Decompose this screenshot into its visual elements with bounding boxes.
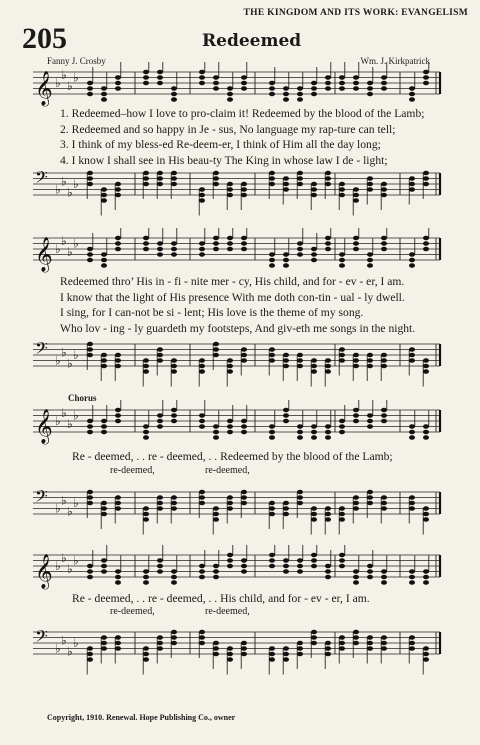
flat-icon: ♭ (67, 504, 73, 519)
bass-clef-icon: 𝄢 (35, 626, 48, 650)
bass-staff (0, 163, 480, 223)
flat-icon: ♭ (73, 177, 79, 191)
verse-line: I sing, for I can-not be si - lent; His love is the theme of my song. (60, 306, 364, 319)
flat-icon: ♭ (61, 493, 67, 508)
flat-icon: ♭ (67, 644, 73, 659)
hymn-number: 205 (22, 22, 67, 55)
flat-icon: ♭ (67, 416, 73, 431)
flat-icon: ♭ (67, 561, 73, 576)
hymn-title: Redeemed (202, 31, 302, 51)
chorus-label: Chorus (68, 393, 97, 403)
flat-icon: ♭ (73, 348, 79, 362)
bass-staff (0, 334, 480, 394)
chorus-lyric-line: Re - deemed, . . re - deemed, . . His child, and for - ev - er, I am. (72, 592, 370, 605)
flat-icon: ♭ (61, 405, 67, 420)
verse-block-1 (60, 106, 424, 168)
flat-icon: ♭ (55, 559, 61, 573)
treble-clef-icon: 𝄞 (35, 409, 53, 444)
poet-credit: Fanny J. Crosby (47, 56, 106, 66)
verse-line: 2. Redeemed and so happy in Je - sus, No language my rap-ture can tell; (60, 122, 396, 136)
flat-icon: ♭ (73, 553, 79, 568)
verse-line: I know that the light of His presence With me doth con-tin - ual - ly dwell. (60, 290, 405, 304)
verse-line: 4. I know I shall see in His beau-ty The King in whose law I de - light; (60, 153, 388, 167)
flat-icon: ♭ (61, 233, 67, 248)
flat-icon: ♭ (67, 356, 73, 371)
treble-clef-icon: 𝄞 (35, 237, 53, 272)
copyright-notice: Copyright, 1910. Renewal. Hope Publishing Co., owner (47, 713, 236, 722)
flat-icon: ♭ (61, 550, 67, 565)
flat-icon: ♭ (55, 182, 61, 197)
bass-staff (0, 622, 480, 682)
verse-line: Who lov - ing - ly guardeth my footsteps, And giv-eth me songs in the night. (60, 321, 416, 335)
bass-clef-icon: 𝄢 (35, 167, 48, 191)
flat-icon: ♭ (55, 242, 61, 256)
section-heading: THE KINGDOM AND ITS WORK: EVANGELISM (243, 8, 468, 18)
flat-icon: ♭ (61, 633, 67, 648)
flat-icon: ♭ (61, 345, 67, 360)
flat-icon: ♭ (55, 353, 61, 368)
flat-icon: ♭ (73, 70, 79, 85)
treble-staff (0, 545, 480, 595)
flat-icon: ♭ (55, 414, 61, 428)
flat-icon: ♭ (73, 496, 79, 510)
bass-clef-icon: 𝄢 (35, 486, 48, 510)
treble-staff (0, 400, 480, 450)
flat-icon: ♭ (61, 67, 67, 82)
bass-staff (0, 482, 480, 542)
flat-icon: ♭ (67, 244, 73, 259)
chorus-echo: re-deemed, (110, 606, 155, 617)
flat-icon: ♭ (67, 78, 73, 93)
verse-line: 3. I think of my bless-ed Re-deem-er, I think of Him all the day long; (60, 138, 381, 151)
flat-icon: ♭ (55, 76, 61, 90)
chorus-echo: re-deemed, (110, 465, 155, 476)
chorus-lyric-line: Re - deemed, . . re - deemed, . . Redeemed by the blood of the Lamb; (72, 450, 393, 463)
treble-staff (0, 228, 480, 278)
flat-icon: ♭ (55, 641, 61, 656)
composer-credit: Wm. J. Kirkpatrick (360, 56, 430, 66)
bass-clef-icon: 𝄢 (35, 338, 48, 362)
flat-icon: ♭ (73, 236, 79, 251)
chorus-echo: re-deemed, (205, 606, 250, 617)
verse-block-2 (60, 274, 415, 336)
flat-icon: ♭ (73, 636, 79, 650)
treble-staff (0, 62, 480, 112)
flat-icon: ♭ (55, 501, 61, 516)
flat-icon: ♭ (67, 185, 73, 200)
chorus-echo: re-deemed, (205, 465, 250, 476)
flat-icon: ♭ (73, 408, 79, 423)
verse-line: 1. Redeemed–how I love to pro-claim it! Redeemed by the blood of the Lamb; (60, 107, 425, 120)
verse-line: Redeemed thro’ His in - fi - nite mer - cy, His child, and for - ev - er, I am. (60, 275, 405, 288)
flat-icon: ♭ (61, 174, 67, 189)
treble-clef-icon: 𝄞 (35, 71, 53, 106)
treble-clef-icon: 𝄞 (35, 554, 53, 589)
